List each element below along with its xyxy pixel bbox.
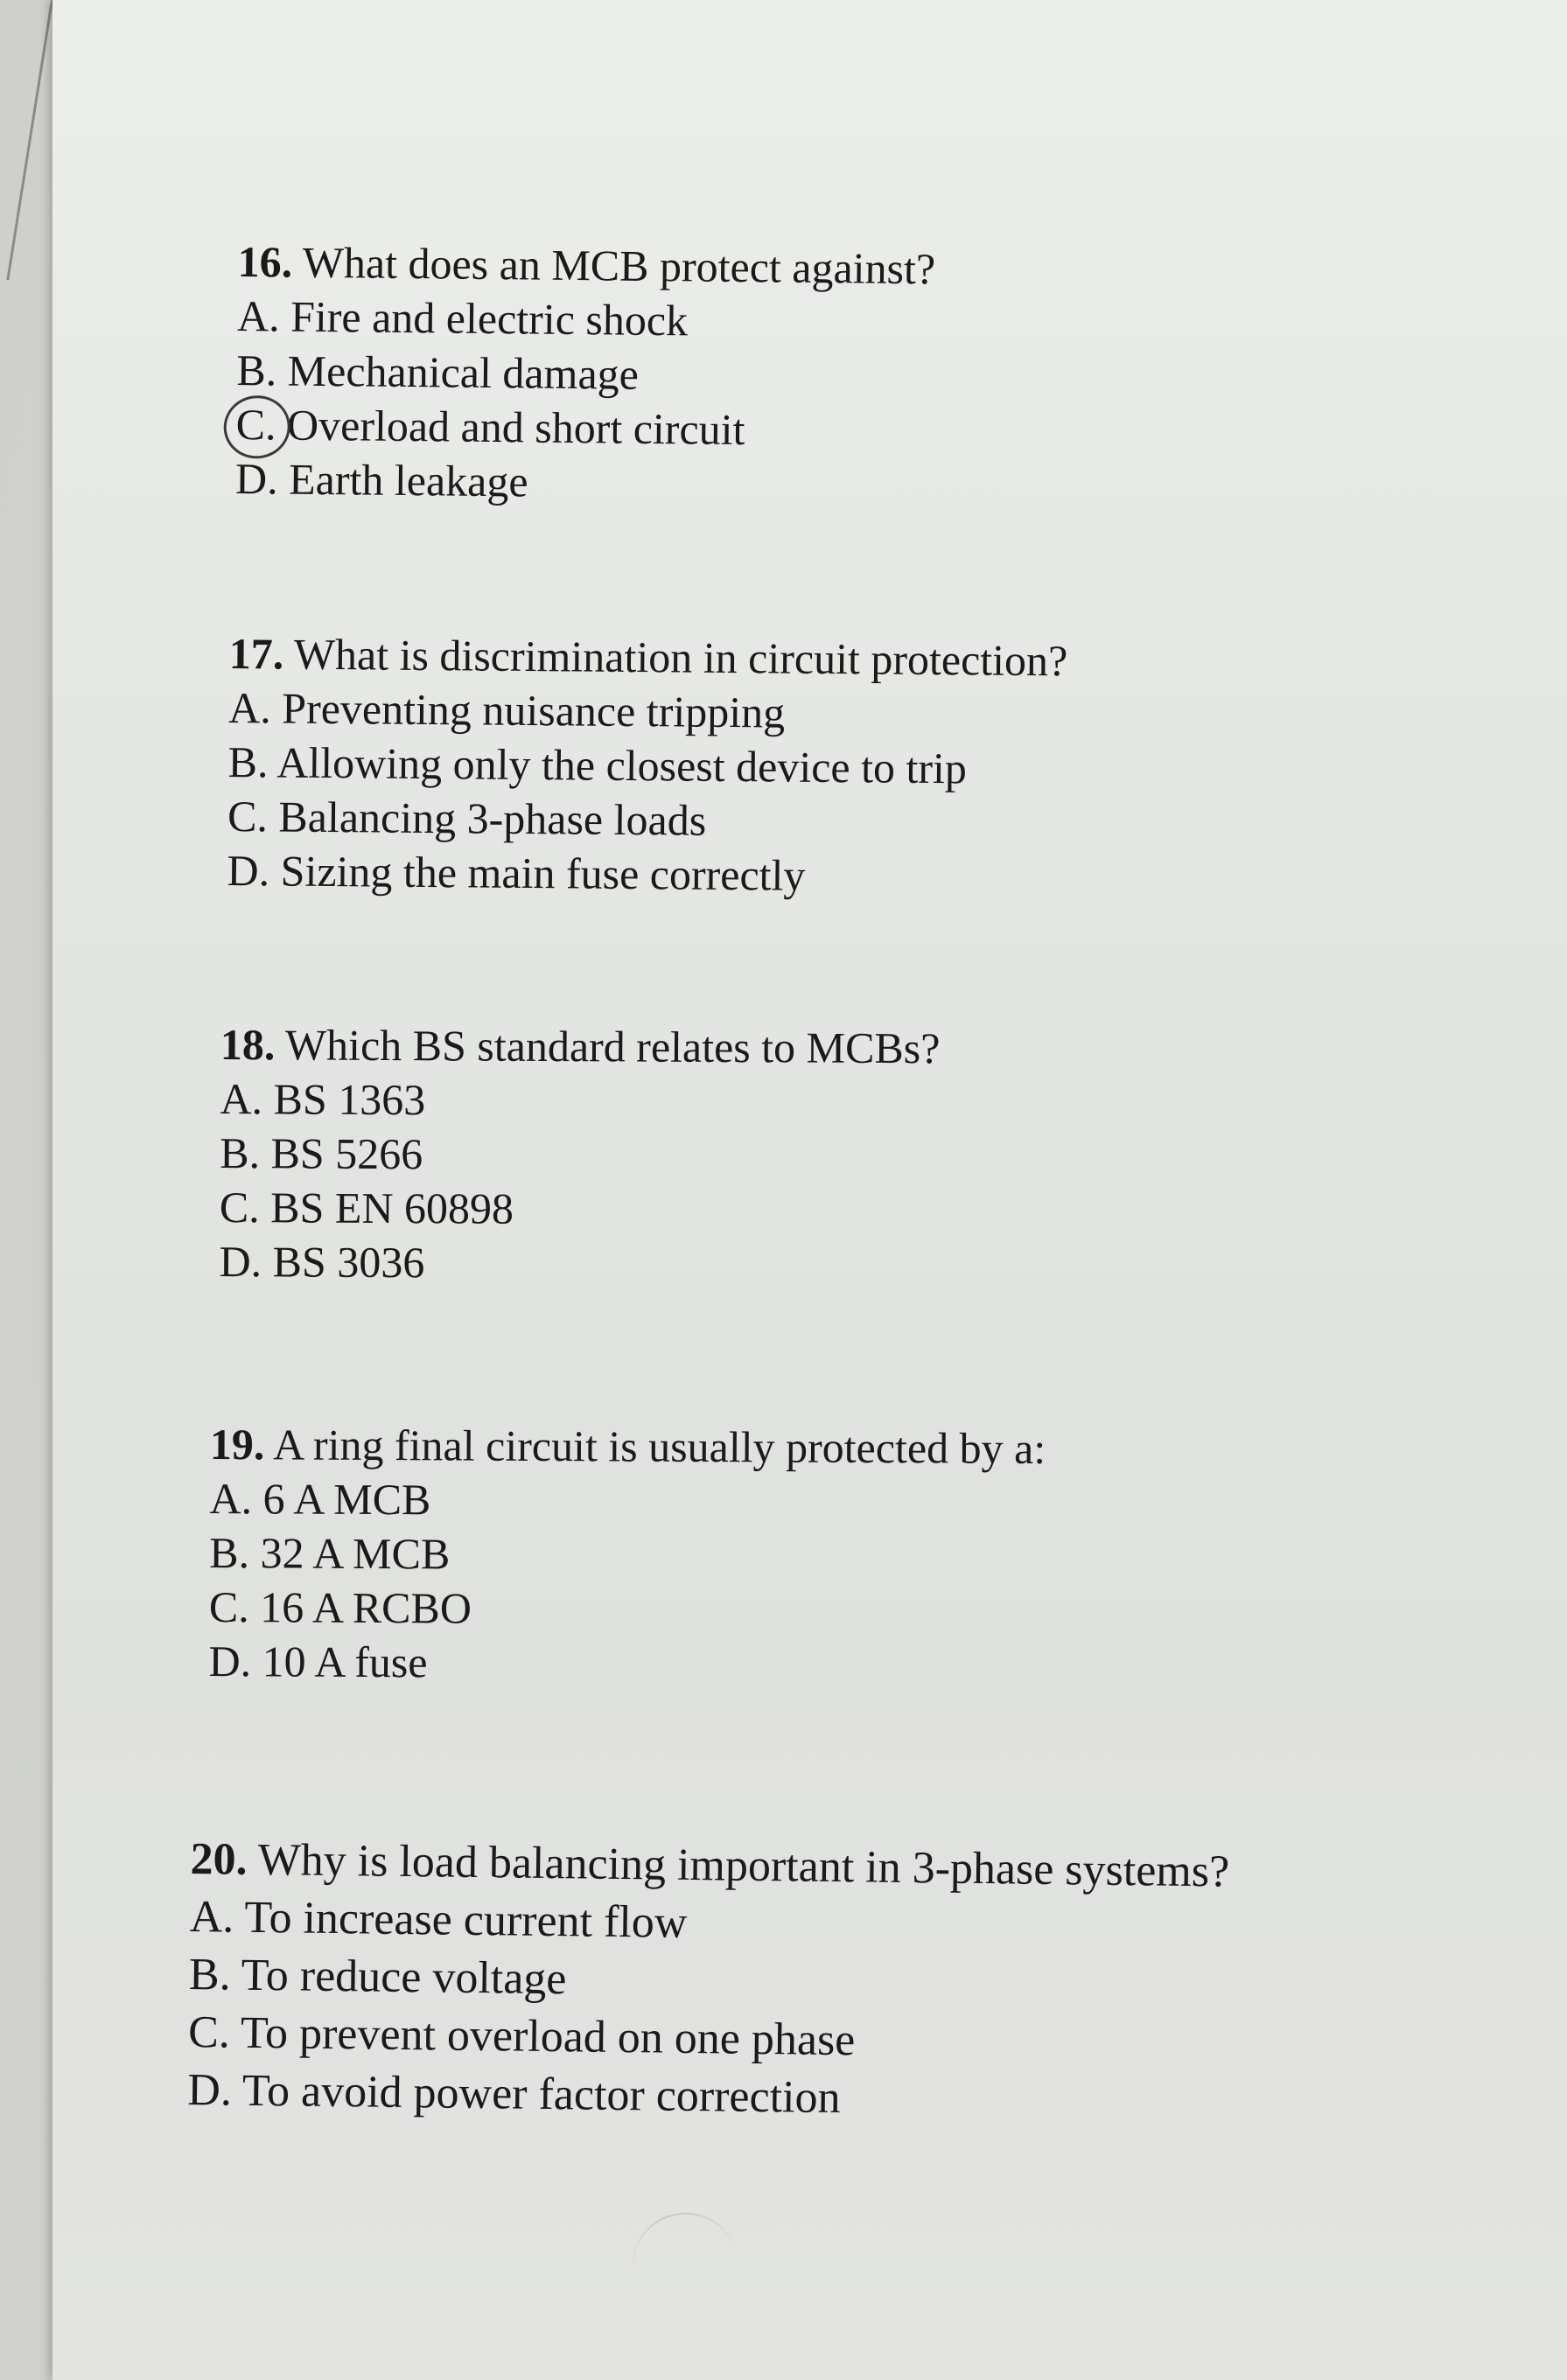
question-text: Why is load balancing important in 3-phase systems?: [257, 1834, 1230, 1897]
question-number: 19.: [209, 1420, 265, 1469]
question-text: A ring final circuit is usually protected by a:: [272, 1420, 1046, 1474]
question-number: 18.: [220, 1020, 276, 1070]
option-d: D. Earth leakage: [234, 453, 528, 506]
question-19: [208, 1417, 1046, 1693]
option-d: D. BS 3036: [219, 1236, 425, 1288]
question-text: Which BS standard relates to MCBs?: [284, 1020, 941, 1073]
option-d: D. Sizing the main fuse correctly: [227, 845, 806, 900]
option-a: A. 6 A MCB: [209, 1473, 431, 1525]
option-c-text: C. Overload and short circuit: [235, 399, 745, 455]
option-c: C. BS EN 60898: [219, 1182, 514, 1233]
option-d: D. 10 A fuse: [208, 1636, 428, 1687]
question-20: [187, 1831, 1230, 2132]
question-text: What does an MCB protect against?: [302, 237, 936, 294]
option-d: D. To avoid power factor correction: [187, 2064, 841, 2124]
question-text: What is discrimination in circuit protection?: [293, 629, 1068, 686]
option-a: A. BS 1363: [220, 1073, 426, 1125]
option-c: C. 16 A RCBO: [208, 1581, 472, 1633]
option-c: C. To prevent overload on one phase: [187, 2007, 856, 2066]
option-a: A. Preventing nuisance tripping: [227, 682, 786, 737]
question-17-header: [228, 626, 1067, 687]
option-b: B. Mechanical damage: [236, 345, 640, 399]
option-b: B. 32 A MCB: [209, 1527, 451, 1579]
option-b: B. To reduce voltage: [188, 1949, 567, 2005]
question-number: 16.: [237, 236, 293, 287]
option-a: A. Fire and electric shock: [236, 290, 689, 345]
option-a: A. To increase current flow: [189, 1891, 688, 1948]
question-19-header: [210, 1417, 1046, 1476]
option-c: [235, 397, 934, 458]
option-c: C. Balancing 3-phase loads: [227, 791, 707, 845]
question-17: [227, 626, 1067, 904]
option-b: B. Allowing only the closest device to trip: [227, 736, 968, 793]
question-number: 17.: [228, 628, 284, 679]
question-number: 20.: [190, 1833, 248, 1885]
question-16: [235, 234, 936, 513]
question-18: [219, 1017, 940, 1292]
question-16-header: [237, 234, 935, 296]
question-18-header: [220, 1017, 941, 1075]
option-b: B. BS 5266: [220, 1127, 423, 1179]
